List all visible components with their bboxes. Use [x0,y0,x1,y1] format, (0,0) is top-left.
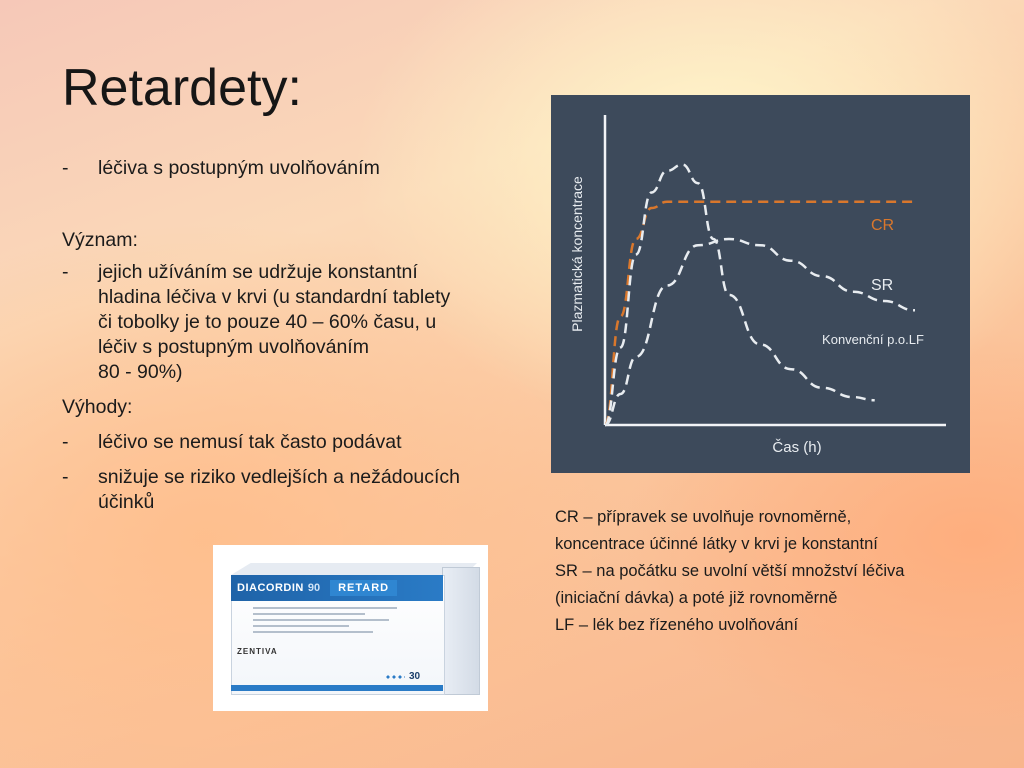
section1-list-item [62,260,542,385]
chart-svg [551,95,970,473]
caption-line: (iniciační dávka) a poté již rovnoměrně [555,589,838,607]
section2-item-text [98,465,542,515]
text-line: jejich užíváním se udržuje konstantní [98,261,418,283]
section-heading-vyznam: Význam: [62,229,138,251]
product-brand-bar [231,575,443,601]
box-fine-print [253,607,413,637]
caption-line: LF – lék bez řízeného uvolňování [555,616,799,634]
caption-line: CR – přípravek se uvolňuje rovnoměrně, [555,508,852,526]
text-line: hladina léčiva v krvi (u standardní tablety [98,286,451,308]
product-maker: ZENTIVA [237,647,278,656]
series-label-2: Konvenční p.o.LF [822,332,924,347]
box-dots [385,675,405,679]
text-line: účinků [98,491,155,513]
section-heading-vyhody: Výhody: [62,396,133,418]
intro-item-text: léčiva s postupným uvolňováním [98,157,380,179]
product-count: 30 [409,671,421,682]
series-label-1: SR [871,277,894,294]
product-brand-name: DIACORDIN [237,582,304,594]
caption-line: SR – na počátku se uvolní větší množství léčiva [555,562,905,580]
text-line: či tobolky je to pouze 40 – 60% času, u [98,311,437,333]
section2-item-text: léčivo se nemusí tak často podávat [98,431,402,453]
section2-list-item [62,465,542,515]
product-retard-label: RETARD [330,580,397,596]
product-photo [213,545,488,711]
concentration-chart [551,95,970,473]
series-line-2 [605,165,875,425]
bullet-dash: - [62,466,69,488]
bullet-dash: - [62,157,69,179]
slide-body [62,156,542,515]
series-line-0 [605,202,915,425]
y-axis-label: Plazmatická koncentrace [569,176,585,332]
text-line: snižuje se riziko vedlejších a nežádoucích [98,466,461,488]
chart-axes [605,115,946,425]
caption-line: koncentrace účinné látky v krvi je konstantní [555,535,878,553]
box-top [231,563,477,575]
bullet-dash: - [62,431,69,453]
section1-item-text [98,260,542,385]
intro-list-item [62,156,542,181]
slide-title: Retardety: [62,59,302,117]
x-axis-label: Čas (h) [772,439,822,456]
product-dose: 90 [307,582,321,594]
text-line: léčiv s postupným uvolňováním [98,336,369,358]
section2-list-item [62,430,542,455]
series-label-0: CR [871,217,895,234]
text-line: 80 - 90%) [98,361,183,383]
box-stripe [231,685,443,691]
series-labels [822,217,924,347]
chart-caption [555,504,1015,639]
series-layer [605,165,915,425]
bullet-dash: - [62,261,69,283]
box-side [442,567,480,695]
